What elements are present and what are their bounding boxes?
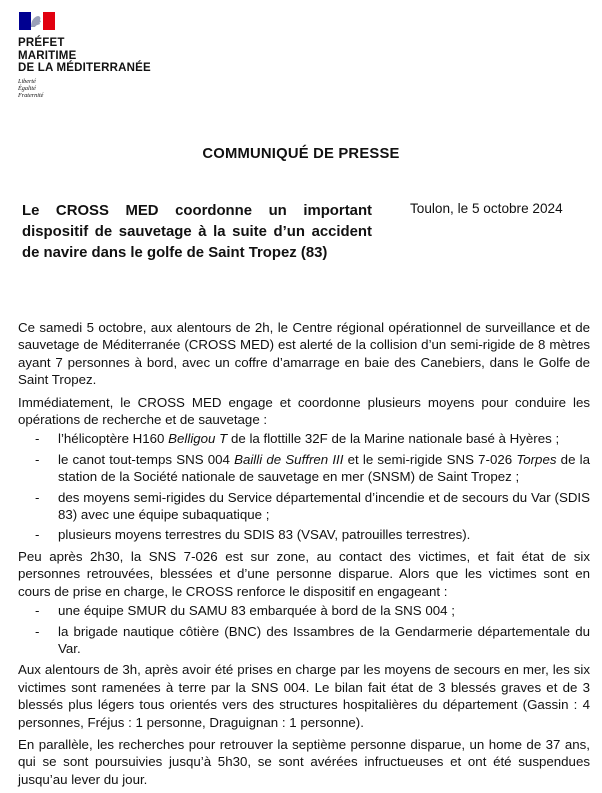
french-flag-icon [19, 12, 55, 30]
motto-line-2: Égalité [18, 84, 36, 92]
place-and-date: Toulon, le 5 octobre 2024 [410, 201, 563, 216]
press-release-headline: Le CROSS MED coordonne un important dispositif de sauvetage à la suite d’un accident de navire dans le golfe de Saint Tropez (83) [22, 203, 372, 261]
list-item: - une équipe SMUR du SAMU 83 embarquée à bord de la SNS 004 ; [35, 603, 455, 619]
paragraph-2: Immédiatement, le CROSS MED engage et coordonne plusieurs moyens pour conduire les opérations de recherche et de sauvetage : [18, 394, 590, 428]
initial-resources-list [18, 430, 590, 543]
prefecture-logo [18, 12, 218, 100]
org-line-1: PRÉFET [18, 37, 65, 49]
list-item: - des moyens semi-rigides du Service départemental d’incendie et de secours du Var (SDIS 83) avec une équipe subaquatique ; [35, 489, 590, 523]
press-release-body [18, 319, 590, 793]
list-item: - le canot tout-temps SNS 004 Bailli de Suffren III et le semi-rigide SNS 7-026 Torpes de la station de la Société nationale de sauvetage en mer (SNSM) de Saint Tropez ; [35, 451, 590, 485]
paragraph-4: Aux alentours de 3h, après avoir été prises en charge par les moyens de secours en mer, les six victimes sont ramenées à terre par la SNS 004. Le bilan fait état de 3 blessés graves et de 3 blessés plus légers tous orientés vers des structures hospitalières du département (Gassin : 4 personnes, Fréjus : 1 personne, Draguignan : 1 personne). [18, 662, 590, 730]
reinforcement-resources-list [18, 602, 590, 657]
list-item: - la brigade nautique côtière (BNC) des Issambres de la Gendarmerie départementale du Var. [35, 623, 590, 656]
org-line-2: MARITIME [18, 49, 77, 62]
motto-line-3: Fraternité [18, 92, 44, 100]
paragraph-1: Ce samedi 5 octobre, aux alentours de 2h, le Centre régional opérationnel de surveillance et de sauvetage de Méditerranée (CROSS MED) est alerté de la collision d’un semi-rigide de 8 mètres ayant 7 personnes à bord, avec un coffre d’amarrage en baie des Canebiers, dans le Golfe de Saint Tropez. [18, 320, 590, 388]
organization-name [18, 37, 218, 75]
paragraph-5: En parallèle, les recherches pour retrouver la septième personne disparue, un home de 37 ans, qui se sont poursuivies jusqu’à 5h30, se sont avérées infructueuses et ont été suspendues jusqu’au lever du jour. [18, 736, 590, 787]
list-item: - l’hélicoptère H160 Belligou T de la flottille 32F de la Marine nationale basé à Hyères ; [35, 431, 560, 447]
paragraph-3: Peu après 2h30, la SNS 7-026 est sur zone, au contact des victimes, et fait état de six personnes retrouvées, blessées et d’une personne disparue. Alors que les victimes sont en cours de prise en charge, le CROSS renforce le dispositif en engageant : [18, 548, 590, 599]
document-type-title: COMMUNIQUÉ DE PRESSE [202, 146, 400, 162]
marianne-profile-icon [29, 14, 43, 28]
org-line-3: DE LA MÉDITERRANÉE [18, 62, 151, 74]
list-item: - plusieurs moyens terrestres du SDIS 83 (VSAV, patrouilles terrestres). [35, 527, 471, 543]
motto-line-1: Liberté [18, 77, 36, 85]
republic-motto [18, 78, 218, 100]
